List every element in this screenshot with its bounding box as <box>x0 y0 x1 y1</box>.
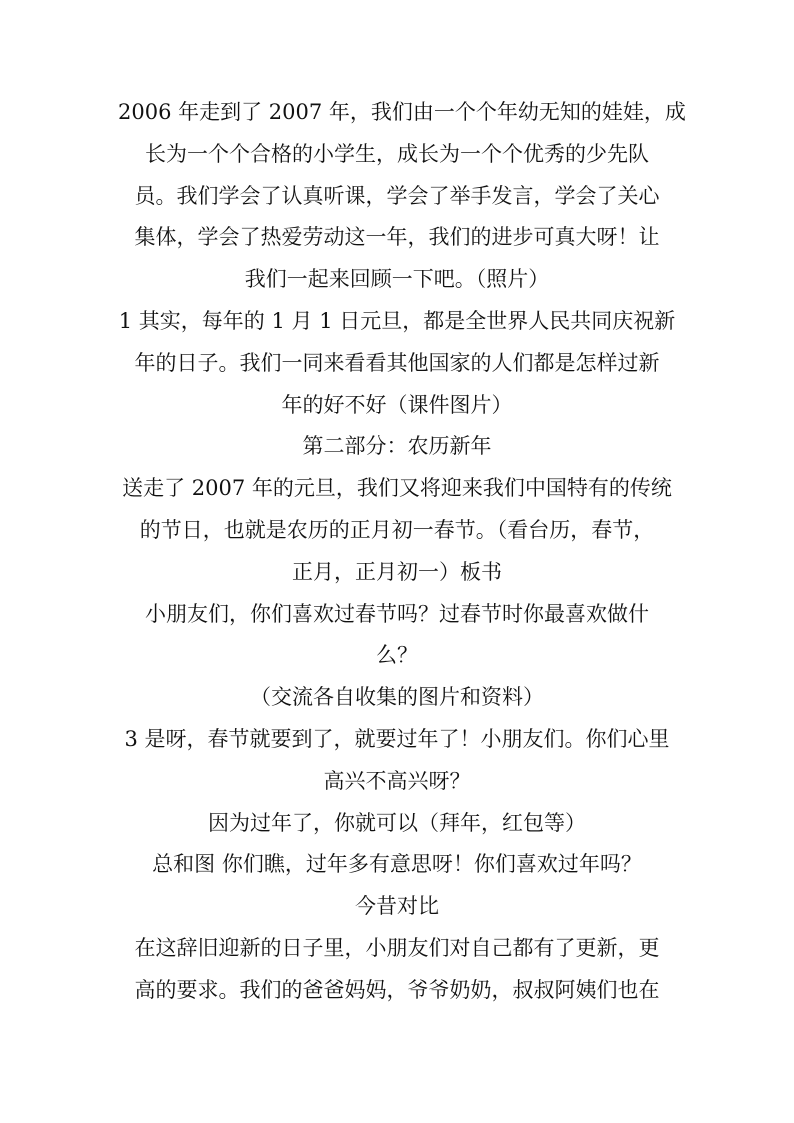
text-line: 2006 年走到了 2007 年，我们由一个个年幼无知的娃娃，成 <box>118 100 686 124</box>
section-heading: 今昔对比 <box>355 894 439 919</box>
text-line: （交流各自收集的图片和资料） <box>250 685 544 710</box>
text-line: 年的日子。我们一同来看看其他国家的人们都是怎样过新 <box>134 350 660 375</box>
text-line: 高的要求。我们的爸爸妈妈，爷爷奶奶，叔叔阿姨们也在 <box>134 977 660 1002</box>
text-line: 么？ <box>376 643 418 668</box>
text-line: 的节日，也就是农历的正月初一春节。（看台历，春节， <box>139 517 655 542</box>
text-line: 高兴不高兴呀？ <box>323 768 471 793</box>
text-line: 长为一个个合格的小学生，成长为一个个优秀的少先队 <box>145 141 649 166</box>
text-line: 年的好不好（课件图片） <box>281 392 513 417</box>
text-line: 正月，正月初一）板书 <box>292 559 502 584</box>
text-line: 1 其实，每年的 1 月 1 日元旦，都是全世界人民共同庆祝新 <box>118 308 676 333</box>
text-line: 因为过年了，你就可以（拜年，红包等） <box>208 810 586 835</box>
section-heading: 第二部分：农历新年 <box>302 434 492 459</box>
text-line: 3 是呀，春节就要到了，就要过年了！小朋友们。你们心里 <box>124 726 670 751</box>
text-line: 在这辞旧迎新的日子里，小朋友们对自己都有了更新，更 <box>134 935 660 960</box>
text-line: 送走了 2007 年的元旦，我们又将迎来我们中国特有的传统 <box>122 476 672 501</box>
text-line: 员。我们学会了认真听课，学会了举手发言，学会了关心 <box>134 183 660 208</box>
text-line: 集体，学会了热爱劳动这一年，我们的进步可真大呀！让 <box>134 225 660 250</box>
text-line: 我们一起来回顾一下吧。（照片） <box>244 267 550 292</box>
text-line: 总和图 你们瞧，过年多有意思呀！你们喜欢过年吗？ <box>152 852 642 877</box>
text-line: 小朋友们，你们喜欢过春节吗？过春节时你最喜欢做什 <box>145 601 649 626</box>
document-body <box>118 92 686 1012</box>
